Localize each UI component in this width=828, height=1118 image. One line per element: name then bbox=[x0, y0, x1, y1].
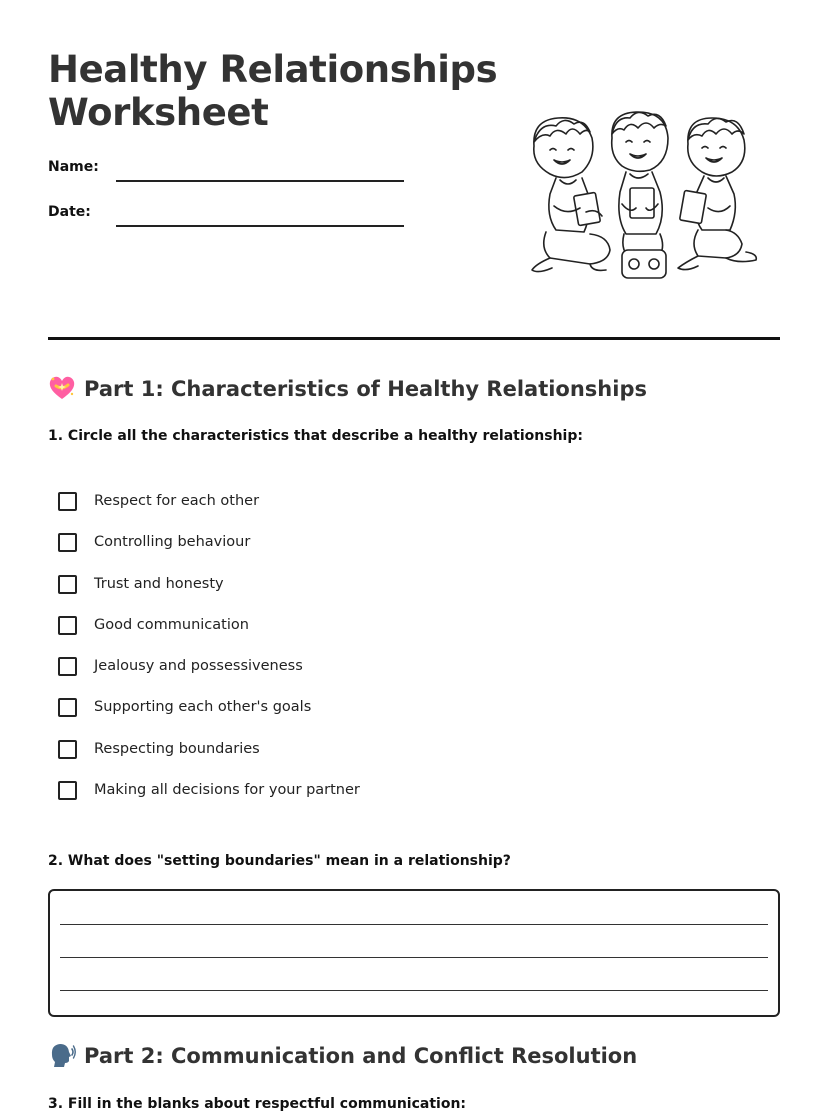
section-divider bbox=[48, 337, 780, 340]
list-item bbox=[58, 656, 558, 697]
option-checkbox[interactable] bbox=[58, 740, 77, 759]
option-label: Jealousy and possessiveness bbox=[94, 658, 303, 675]
date-label: Date: bbox=[48, 204, 91, 220]
sparkling-heart-icon bbox=[48, 374, 76, 402]
part2-title-text: Part 2: Communication and Conflict Resolution bbox=[84, 1044, 638, 1068]
option-label: Controlling behaviour bbox=[94, 534, 251, 551]
part2-title bbox=[48, 1041, 637, 1070]
answer-line bbox=[60, 924, 768, 925]
speaking-head-icon bbox=[48, 1041, 76, 1069]
part1-title bbox=[48, 374, 647, 403]
option-label: Respecting boundaries bbox=[94, 740, 260, 757]
list-item bbox=[58, 574, 558, 615]
question-1: 1. Circle all the characteristics that describe a healthy relationship: bbox=[48, 428, 583, 444]
option-checkbox[interactable] bbox=[58, 781, 77, 800]
option-checkbox[interactable] bbox=[58, 492, 77, 511]
option-label: Making all decisions for your partner bbox=[94, 782, 360, 799]
list-item bbox=[58, 780, 558, 821]
option-label: Respect for each other bbox=[94, 493, 260, 509]
list-item bbox=[58, 739, 558, 780]
characteristics-checklist bbox=[58, 491, 558, 821]
option-checkbox[interactable] bbox=[58, 575, 77, 594]
name-field-row bbox=[48, 155, 408, 185]
list-item bbox=[58, 615, 558, 656]
option-checkbox[interactable] bbox=[58, 657, 77, 676]
worksheet-title: Healthy Relationships Worksheet bbox=[48, 48, 498, 134]
question-2: 2. What does "setting boundaries" mean in a relationship? bbox=[48, 853, 511, 869]
answer-line bbox=[60, 990, 768, 991]
date-blank-line[interactable] bbox=[116, 225, 404, 227]
worksheet-page bbox=[48, 0, 780, 1118]
option-checkbox[interactable] bbox=[58, 533, 77, 552]
three-children-reading-icon bbox=[526, 108, 762, 284]
answer-line bbox=[60, 957, 768, 958]
question-3: 3. Fill in the blanks about respectful communication: bbox=[48, 1096, 467, 1112]
name-blank-line[interactable] bbox=[116, 180, 404, 182]
option-checkbox[interactable] bbox=[58, 616, 77, 635]
list-item bbox=[58, 697, 558, 738]
boundaries-answer-box[interactable] bbox=[48, 889, 780, 1017]
part1-title-text: Part 1: Characteristics of Healthy Relationships bbox=[84, 377, 647, 401]
option-label: Trust and honesty bbox=[94, 575, 224, 592]
option-label: Good communication bbox=[94, 616, 249, 633]
list-item bbox=[58, 491, 558, 532]
option-label: Supporting each other's goals bbox=[94, 699, 312, 716]
name-label: Name: bbox=[48, 159, 99, 175]
date-field-row bbox=[48, 200, 408, 230]
list-item bbox=[58, 532, 558, 573]
option-checkbox[interactable] bbox=[58, 698, 77, 717]
